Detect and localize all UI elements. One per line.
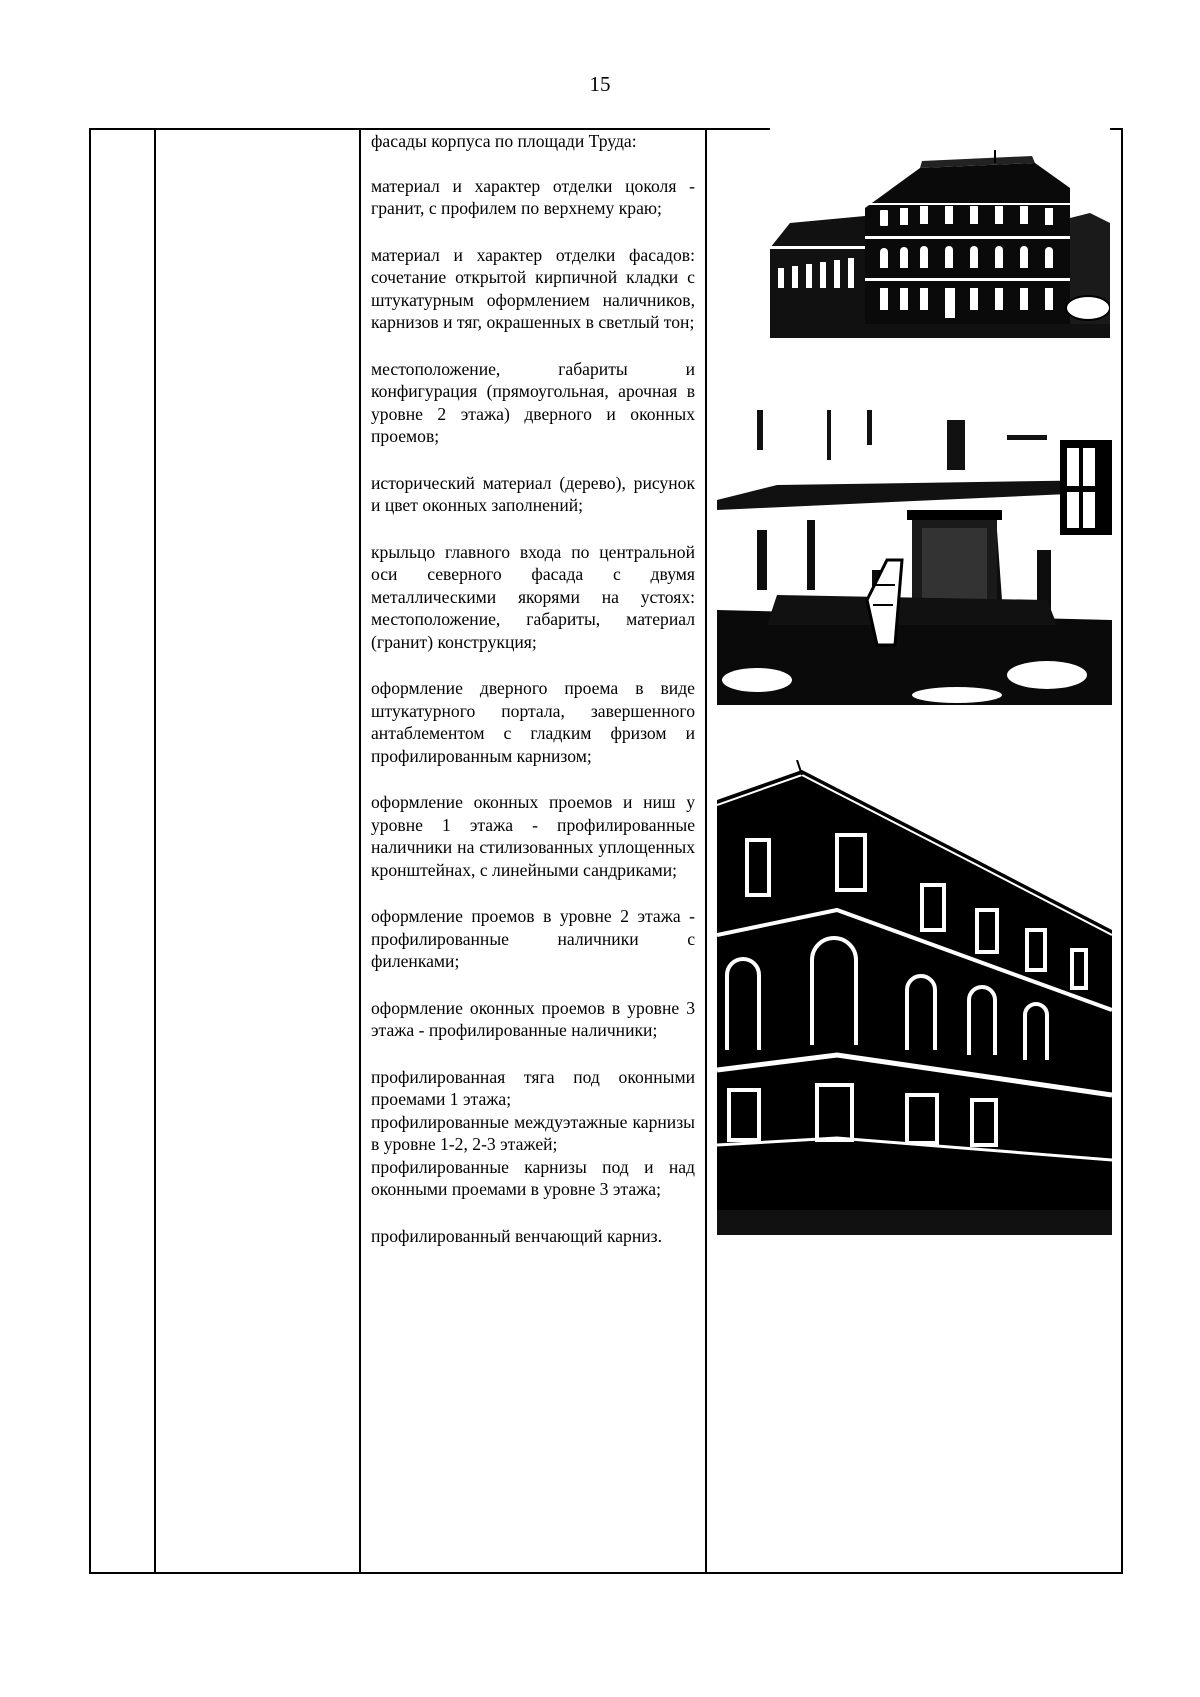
building-facade-photo (770, 128, 1110, 338)
description-paragraph: профилированная тяга под оконными проемами 1 этажа; (371, 1066, 695, 1109)
corner-facade-photo (717, 760, 1112, 1235)
description-paragraph: оформление проемов в уровне 2 этажа - профилированные наличники с филенками; (371, 906, 695, 971)
description-paragraph: профилированный венчающий карниз. (371, 1225, 663, 1246)
description-paragraph: профилированные карнизы под и над оконными проемами в уровне 3 этажа; (371, 1156, 695, 1199)
description-paragraph: оформление оконных проемов в уровне 3 этажа - профилированные наличники; (371, 997, 695, 1040)
description-paragraph: фасады корпуса по площади Труда: (371, 131, 637, 151)
description-cell (371, 130, 695, 1271)
description-paragraph: оформление дверного проема в виде штукатурного портала, завершенного антаблементом с гладким фризом и профилированным карнизом; (371, 678, 695, 766)
column-divider-3 (705, 130, 707, 1572)
description-paragraph: материал и характер отделки фасадов: сочетание открытой кирпичной кладки с штукатурным оформлением наличников, карнизов и тяг, окрашенных в светлый тон; (371, 244, 695, 332)
description-paragraph: оформление оконных проемов и ниш у уровне 1 этажа - профилированные наличники на стилизованных уплощенных кронштейнах, с линейными сандриками; (371, 792, 695, 880)
column-divider-1 (154, 130, 156, 1572)
description-paragraph: крыльцо главного входа по центральной оси северного фасада с двумя металлическими якорями на устоях: местоположение, габариты, материал (гранит) конструкция; (371, 541, 695, 652)
description-paragraph: материал и характер отделки цоколя - гранит, с профилем по верхнему краю; (371, 175, 695, 218)
description-paragraph: исторический материал (дерево), рисунок и цвет оконных заполнений; (371, 472, 695, 515)
description-paragraph: профилированные междуэтажные карнизы в уровне 1-2, 2-3 этажей; (371, 1111, 695, 1154)
column-divider-2 (359, 130, 361, 1572)
main-entrance-photo (717, 410, 1112, 705)
page-number: 15 (589, 72, 611, 96)
description-paragraph: местоположение, габариты и конфигурация (прямоугольная, арочная в уровне 2 этажа) дверного и оконных проемов; (371, 358, 695, 446)
